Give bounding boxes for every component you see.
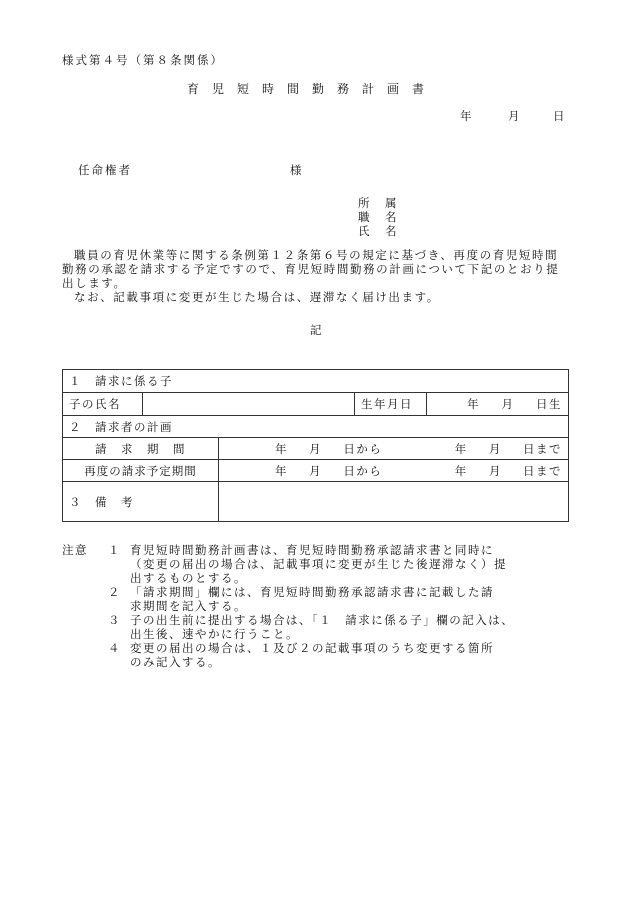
note-4-number: ４ [108, 641, 121, 655]
remarks-field[interactable] [219, 482, 569, 522]
birth-month-label: 月 [501, 397, 515, 411]
period-to-day: 日まで [523, 441, 563, 456]
remarks-label: ３ 備 考 [63, 482, 219, 522]
note-2-line-1: 「請求期間」欄には、育児短時間勤務承認請求書に記載した請 [130, 585, 494, 599]
note-1-line-2: （変更の届出の場合は、記載事項に変更が生じた後遅滞なく）提 [130, 557, 507, 571]
note-2 [62, 585, 568, 599]
note-1 [62, 543, 568, 557]
reperiod-from-day: 日から [343, 463, 383, 478]
reperiod-label: 再度の請求予定期間 [63, 460, 219, 482]
plan-table [62, 369, 569, 522]
period-to-year: 年 [454, 441, 468, 456]
note-1-line-3: 出するものとする。 [130, 571, 247, 585]
note-3-line-1: 子の出生前に提出する場合は、「１ 請求に係る子」欄の記入は、 [130, 613, 515, 627]
period-field[interactable] [219, 438, 569, 460]
note-1-line-1: 育児短時間勤務計画書は、育児短時間勤務承認請求書と同時に [130, 543, 494, 557]
child-row [63, 393, 569, 416]
note-3 [62, 613, 568, 627]
child-name-field[interactable] [143, 393, 355, 416]
child-name-label: 子の氏名 [63, 393, 143, 416]
position-label: 職 名 [358, 210, 399, 224]
date-month-label: 月 [508, 109, 520, 123]
note-4-line-1: 変更の届出の場合は、１及び２の記載事項のうち変更する箇所 [130, 641, 494, 655]
section1-heading: １ 請求に係る子 [63, 370, 569, 393]
section2-heading: ２ 請求者の計画 [63, 416, 569, 438]
note-3-number: ３ [108, 613, 121, 627]
date-day-label: 日 [553, 109, 565, 123]
reperiod-row [63, 460, 569, 482]
form-number: 様式第４号（第８条関係） [62, 53, 224, 67]
date-year-label: 年 [460, 109, 472, 123]
birth-day-label: 日生 [536, 397, 563, 411]
period-to-month: 月 [488, 441, 502, 456]
birth-year-label: 年 [467, 397, 480, 411]
body-line-1: 職員の育児休業等に関する条例第１２条第６号の規定に基づき、再度の育児短時間勤務の承認を請求する予定ですので、育児短時間勤務の計画について下記のとおり提出します。 [62, 248, 560, 290]
note-3-line-2: 出生後、速やかに行うこと。 [130, 627, 299, 641]
period-from-day: 日から [343, 441, 383, 456]
note-1-number: １ [108, 543, 121, 557]
ki-heading: 記 [310, 323, 322, 337]
period-row [63, 438, 569, 460]
reperiod-to-day: 日まで [523, 463, 563, 478]
note-2-number: ２ [108, 585, 121, 599]
note-4-line-2: のみ記入する。 [130, 655, 221, 669]
section2-row [63, 416, 569, 438]
body-line-2: なお、記載事項に変更が生じた場合は、遅滞なく届け出ます。 [74, 290, 440, 304]
page-title: 育児短時間勤務計画書 [187, 82, 438, 96]
notes-label: 注意 [62, 543, 88, 557]
name-label: 氏 名 [358, 224, 399, 238]
remarks-row [63, 482, 569, 522]
note-2-line-2: 求期間を記入する。 [130, 599, 247, 613]
addressee-label: 任命権者 [78, 163, 132, 177]
addressee-honorific: 様 [290, 163, 302, 177]
reperiod-from-year: 年 [275, 463, 288, 478]
reperiod-field[interactable] [219, 460, 569, 482]
period-from-month: 月 [309, 441, 323, 456]
period-from-year: 年 [275, 441, 288, 456]
reperiod-to-month: 月 [488, 463, 502, 478]
body-paragraph [62, 248, 568, 304]
period-label: 請 求 期 間 [63, 438, 219, 460]
notes-section [62, 543, 568, 669]
reperiod-from-month: 月 [309, 463, 323, 478]
note-4 [62, 641, 568, 655]
affiliation-label: 所 属 [358, 196, 399, 210]
section1-row [63, 370, 569, 393]
birth-date-field[interactable] [427, 393, 569, 416]
birth-label: 生年月日 [355, 393, 427, 416]
reperiod-to-year: 年 [454, 463, 468, 478]
